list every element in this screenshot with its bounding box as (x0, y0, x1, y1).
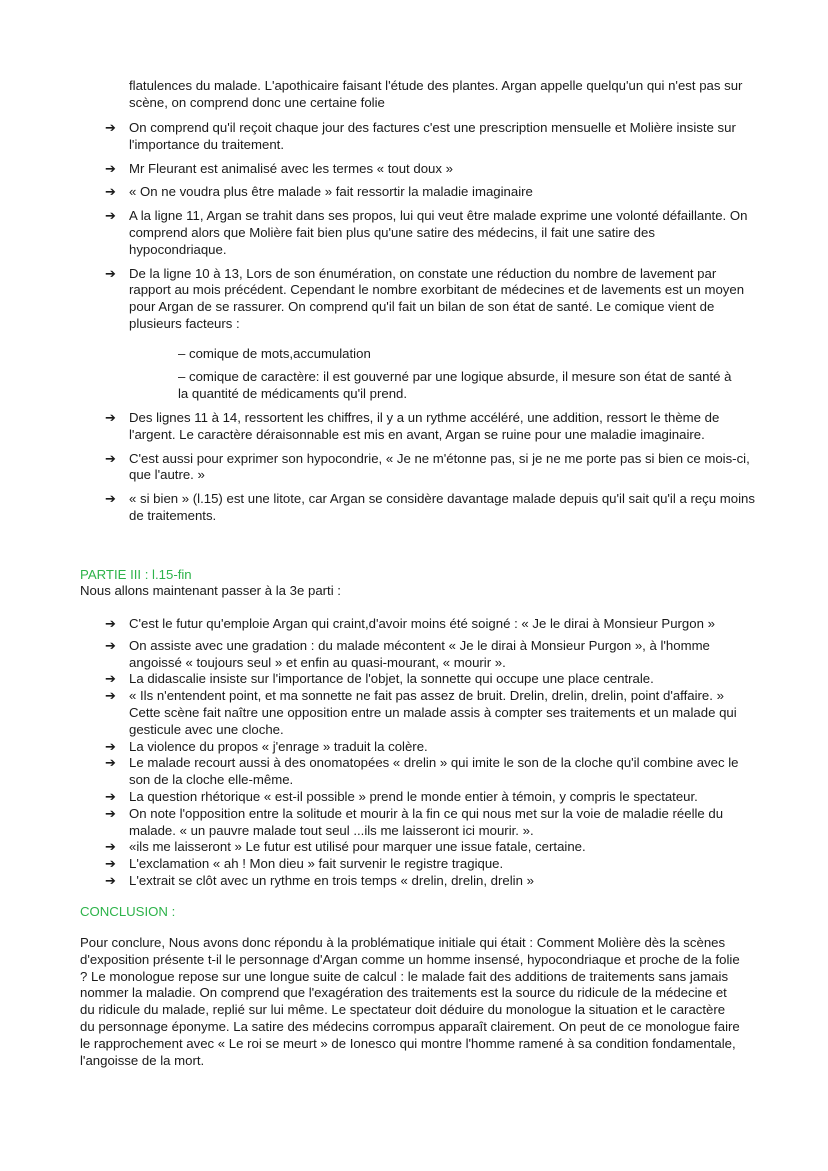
list-item: ➔ L'exclamation « ah ! Mon dieu » fait survenir le registre tragique. (105, 856, 504, 872)
arrow-icon: ➔ (105, 616, 116, 631)
list-item: ➔ Mr Fleurant est animalisé avec les termes « tout doux » (105, 160, 453, 176)
arrow-icon: ➔ (105, 637, 116, 653)
comique-item: – comique de caractère: il est gouverné par une logique absurde, il mesure son état de santé à la quantité de médicaments qu'il prend. (178, 369, 732, 401)
list-item: ➔ L'extrait se clôt avec un rythme en trois temps « drelin, drelin, drelin » (105, 872, 534, 888)
part3-list (105, 616, 755, 890)
list-item: ➔ On comprend qu'il reçoit chaque jour des factures c'est une prescription mensuelle et Molière insiste sur l'importance du traitement. (105, 120, 736, 152)
conclusion-heading: CONCLUSION : (80, 904, 176, 919)
arrow-icon: ➔ (105, 738, 116, 754)
arrow-icon: ➔ (105, 872, 116, 888)
arrow-icon: ➔ (105, 491, 116, 507)
list-item: ➔ Des lignes 11 à 14, ressortent les chiffres, il y a un rythme accéléré, une addition, ressort le thème de l'argent. Le caractère déraisonnable est mis en avant, Argan se ruine pour une maladie imaginaire. (105, 410, 720, 442)
arrow-icon: ➔ (105, 208, 116, 224)
list-item: ➔ La didascalie insiste sur l'importance de l'objet, la sonnette qui occupe une place centrale. (105, 671, 654, 687)
list-item: ➔ C'est aussi pour exprimer son hypocondrie, « Je ne m'étonne pas, si je ne me porte pas si bien ce mois-ci, que l'autre. » (105, 450, 750, 483)
arrow-icon: ➔ (105, 160, 116, 176)
part2-list-a (105, 120, 755, 333)
arrow-icon: ➔ (105, 839, 116, 855)
list-item: ➔ « Ils n'entendent point, et ma sonnette ne fait pas assez de bruit. Drelin, drelin, drelin, point d'affaire. » Cette scène fait naître une opposition entre un malade assis à compter ses traitements et un malade qui gesticule avec une cloche. (105, 688, 737, 737)
list-item: ➔ A la ligne 11, Argan se trahit dans ses propos, lui qui veut être malade exprime une volonté défaillante. On comprend alors que Molière fait bien plus qu'une satire des médecins, il fait une satire des hypocondriaque. (105, 208, 748, 257)
arrow-icon: ➔ (105, 688, 116, 704)
list-item: ➔ C'est le futur qu'emploie Argan qui craint,d'avoir moins été soigné : « Je le dirai à Monsieur Purgon » (105, 616, 715, 631)
list-item: ➔ «ils me laisseront » Le futur est utilisé pour marquer une issue fatale, certaine. (105, 839, 586, 855)
list-item: ➔ Le malade recourt aussi à des onomatopées « drelin » qui imite le son de la cloche qu'il combine avec le son de la cloche elle-même. (105, 755, 739, 788)
part3-heading: PARTIE III : l.15-fin (80, 567, 192, 582)
list-item: ➔ La violence du propos « j'enrage » traduit la colère. (105, 738, 428, 754)
conclusion-text: Pour conclure, Nous avons donc répondu à la problématique initiale qui était : Comment Molière dès la scènes d'exposition présente t-il le personnage d'Argan comme un homme insensé, hypocondriaque et proche de la folie ? Le monologue repose sur une longue suite de calcul : le malade fait des additions de traitements sans jamais nommer la maladie. On comprend que l'exagération des traitements est la source du ridicule de la médecine et du ridicule du malade, replié sur lui même. Le spectateur doit déduire du monologue la situation et le caractère du personnage éponyme. La satire des médecins corrompus apparaît clairement. On peut de ce monologue faire le rapprochement avec « Le roi se meurt » de Ionesco qui montre l'homme ramené à sa condition fondamentale, l'angoisse de la mort. (80, 935, 740, 1068)
arrow-icon: ➔ (105, 120, 116, 135)
list-item: ➔ « On ne voudra plus être malade » fait ressortir la maladie imaginaire (105, 184, 533, 200)
arrow-icon: ➔ (105, 184, 116, 200)
list-item: ➔ On assiste avec une gradation : du malade mécontent « Je le dirai à Monsieur Purgon », à l'homme angoissé « toujours seul » et enfin au quasi-mourant, « mourir ». (105, 637, 710, 670)
part2-list-b (105, 410, 755, 525)
comique-item: – comique de mots,accumulation (178, 346, 371, 361)
arrow-icon: ➔ (105, 410, 116, 425)
list-item: ➔ De la ligne 10 à 13, Lors de son énumération, on constate une réduction du nombre de lavement par rapport au mois précédent. Cependant le nombre exorbitant de médecines et de lavements est un moyen pour Argan de se rassurer. On comprend qu'il fait un bilan de son état de santé. Le comique vient de plusieurs facteurs : (105, 265, 745, 331)
arrow-icon: ➔ (105, 788, 116, 804)
arrow-icon: ➔ (105, 450, 116, 466)
arrow-icon: ➔ (105, 755, 116, 771)
list-item: ➔ « si bien » (l.15) est une litote, car Argan se considère davantage malade depuis qu'il sait qu'il a reçu moins de traitements. (105, 491, 755, 523)
arrow-icon: ➔ (105, 265, 116, 281)
continuation-text: flatulences du malade. L'apothicaire faisant l'étude des plantes. Argan appelle quelqu'un qui n'est pas sur scène, on comprend donc une certaine folie (129, 78, 743, 110)
list-item: ➔ La question rhétorique « est-il possible » prend le monde entier à témoin, y compris le spectateur. (105, 788, 698, 804)
arrow-icon: ➔ (105, 671, 116, 687)
arrow-icon: ➔ (105, 856, 116, 872)
part3-intro: Nous allons maintenant passer à la 3e parti : (80, 583, 341, 598)
list-item: ➔ On note l'opposition entre la solitude et mourir à la fin ce qui nous met sur la voie de maladie réelle du malade. « un pauvre malade tout seul ...ils me laisseront ici mourir. ». (105, 805, 724, 838)
arrow-icon: ➔ (105, 805, 116, 821)
